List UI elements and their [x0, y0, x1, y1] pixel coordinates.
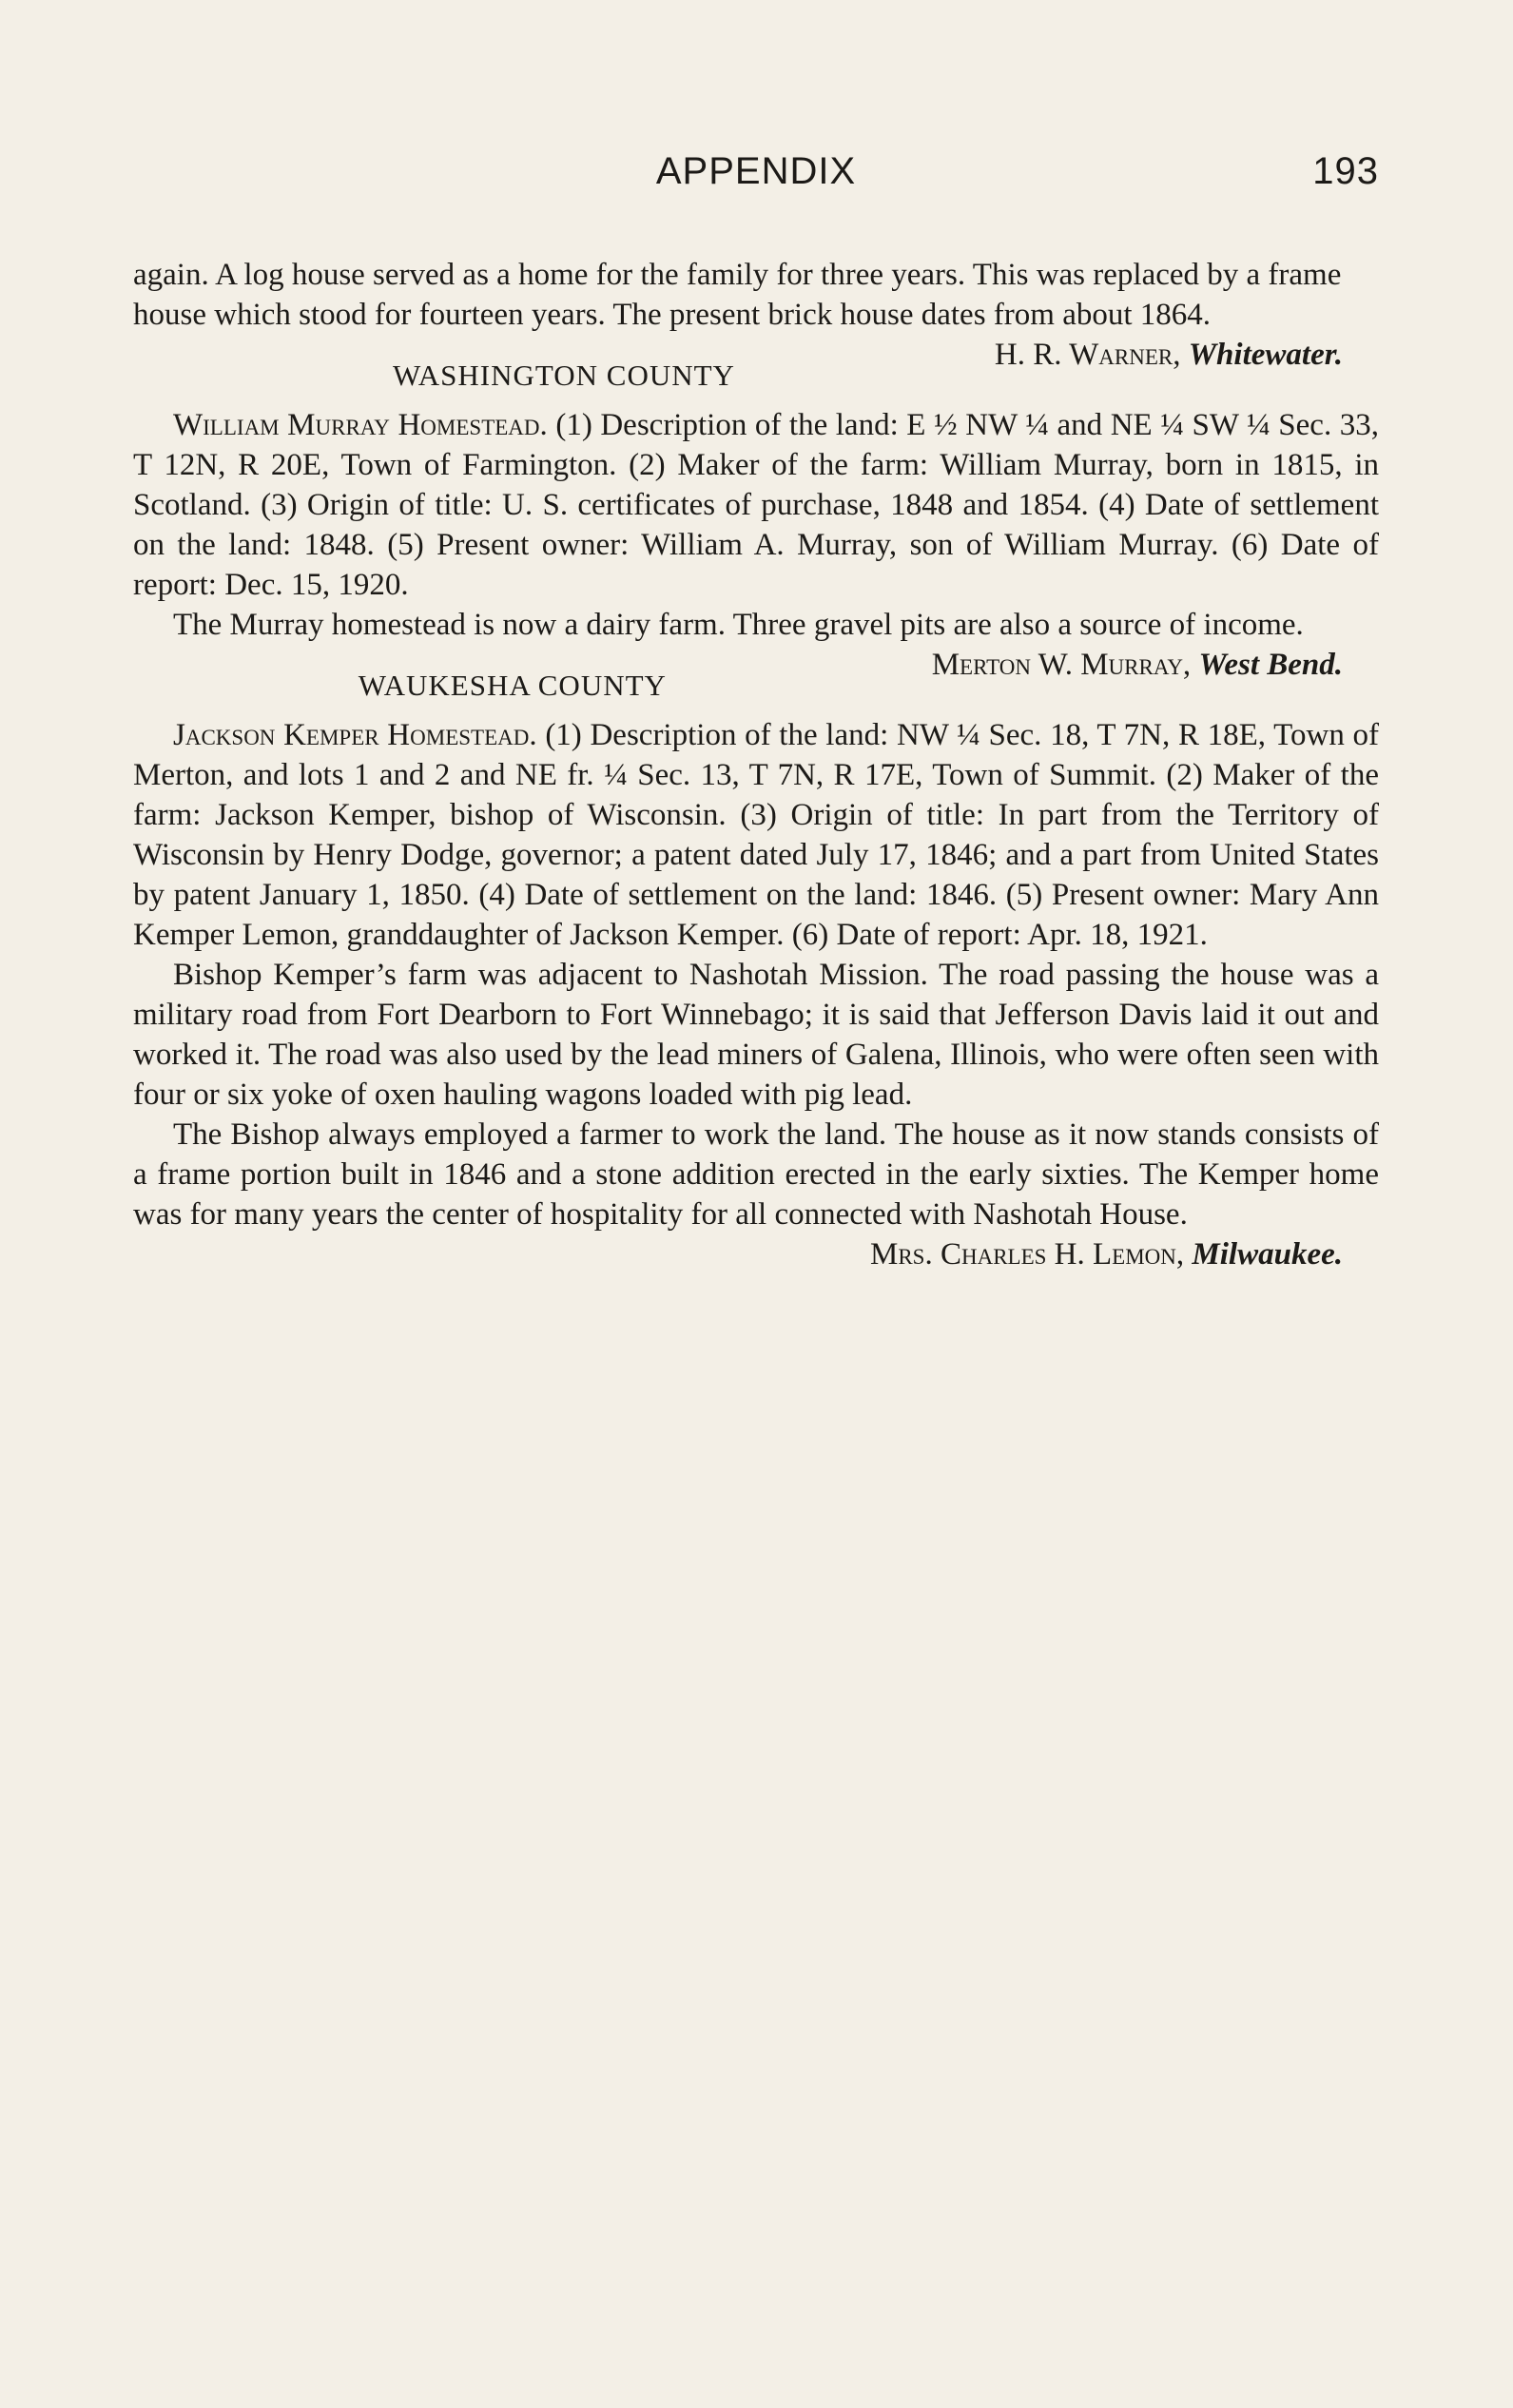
murray-entry-title: William Murray Homestead.: [173, 408, 548, 442]
kemper-signature-name: Mrs. Charles H. Lemon,: [870, 1237, 1185, 1272]
kemper-note-1: Bishop Kemper’s farm was adjacent to Nashotah Mission. The road passing the house was a military road from Fort Dearborn to Fort Winnebago; it is said that Jefferson Davis laid it out and worked it. The road was also used by the lead miners of Galena, Illinois, who were often seen with four or six yoke of oxen hauling wagons loaded with pig lead.: [133, 958, 1379, 1112]
murray-note: [133, 605, 1379, 682]
kemper-note-2: The Bishop always employed a farmer to work the land. The house as it now stands consists of a frame portion built in 1846 and a stone addition erected in the early sixties. The Kemper home was for many years the center of hospitality for all connected with Nashotah House.: [133, 1117, 1379, 1232]
murray-signature: [892, 645, 1343, 685]
kemper-signature-place: Milwaukee.: [1192, 1237, 1343, 1272]
intro-signature: [995, 335, 1343, 375]
intro-text: again. A log house served as a home for the family for three years. This was replaced by a frame house which stood for fourteen years. The present brick house dates from about 1864.: [133, 258, 1342, 332]
murray-entry-text: (1) Description of the land: E ½ NW ¼ and NE ¼ SW ¼ Sec. 33, T 12N, R 20E, Town of Farmington. (2) Maker of the farm: William Murray, born in 1815, in Scotland. (3) Origin of title: U. S. certificates of purchase, 1848 and 1854. (4) Date of settlement on the land: 1848. (5) Present owner: William A. Murray, son of William Murray. (6) Date of report: Dec. 15, 1920.: [133, 408, 1380, 602]
kemper-entry-text: (1) Description of the land: NW ¼ Sec. 18, T 7N, R 18E, Town of Merton, and lots 1 and 2 and NE fr. ¼ Sec. 13, T 7N, R 17E, Town of Summit. (2) Maker of the farm: Jackson Kemper, bishop of Wisconsin. (3) Origin of title: In part from the Territory of Wisconsin by Henry Dodge, governor; a patent dated July 17, 1846; and a part from United States by patent January 1, 1850. (4) Date of settlement on the land: 1846. (5) Present owner: Mary Ann Kemper Lemon, granddaughter of Jackson Kemper. (6) Date of report: Apr. 18, 1921.: [133, 718, 1380, 952]
waukesha-county-heading: WAUKESHA COUNTY: [358, 669, 667, 702]
washington-county-heading: WASHINGTON COUNTY: [392, 359, 735, 392]
intro-paragraph: [133, 255, 1379, 372]
murray-note-text: The Murray homestead is now a dairy farm. Three gravel pits are also a source of income.: [173, 608, 1304, 642]
kemper-entry-title: Jackson Kemper Homestead.: [173, 718, 537, 752]
book-page: [133, 143, 1379, 1274]
kemper-signature: [133, 1234, 1343, 1274]
murray-signature-place: West Bend.: [1198, 648, 1343, 682]
kemper-entry: [133, 715, 1379, 955]
intro-signature-place: Whitewater.: [1188, 338, 1343, 372]
running-head-title: APPENDIX: [655, 150, 857, 192]
murray-entry: [133, 405, 1379, 605]
running-head: [133, 143, 1379, 209]
murray-signature-name: Merton W. Murray,: [931, 648, 1192, 682]
body-text: [133, 255, 1379, 1274]
intro-signature-name: H. R. Warner,: [994, 338, 1181, 372]
page-number: 193: [1312, 150, 1379, 192]
